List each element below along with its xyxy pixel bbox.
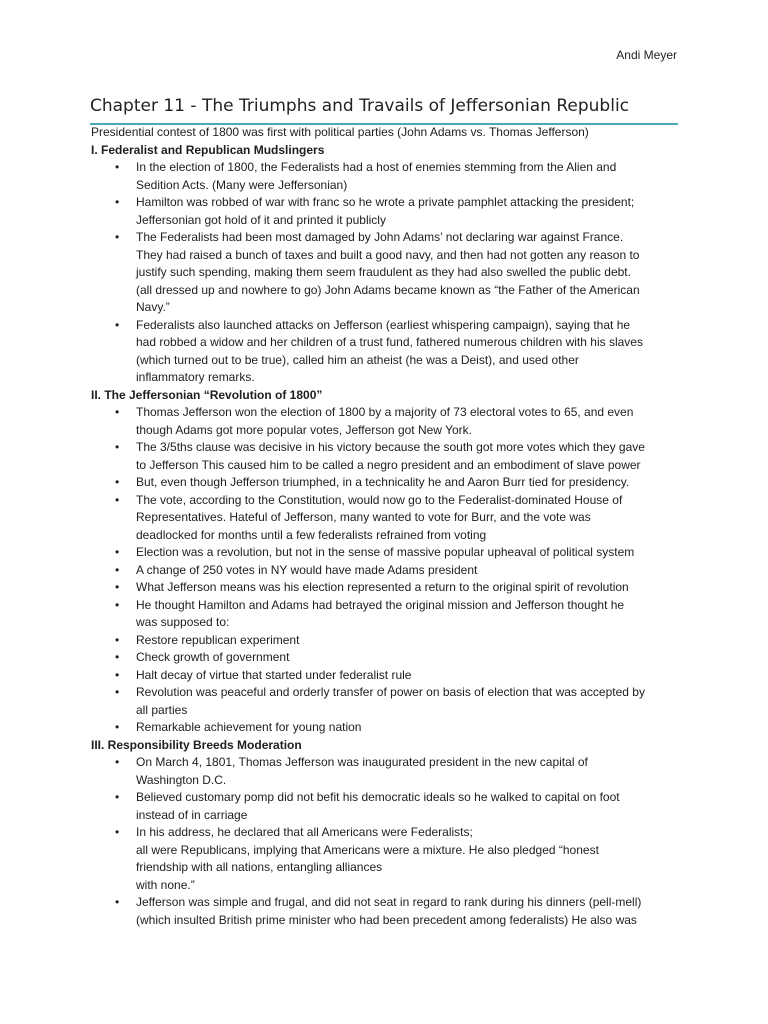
bullet-line: Thomas Jefferson won the election of 1800 by a majority of 73 electoral votes to 65, and even <box>136 405 634 419</box>
bullet-marker <box>115 754 119 772</box>
bullet-line: Believed customary pomp did not befit his democratic ideals so he walked to capital on foot <box>136 790 620 804</box>
bullet-item <box>91 824 691 894</box>
bullet-marker <box>115 562 119 580</box>
bullet-line: justify such spending, making them seem fraudulent as they had also swelled the public debt. <box>136 265 631 279</box>
bullet-line: Hamilton was robbed of war with franc so he wrote a private pamphlet attacking the president; <box>136 195 635 209</box>
bullet-line: In the election of 1800, the Federalists had a host of enemies stemming from the Alien and <box>136 160 617 174</box>
bullet-line: Jeffersonian got hold of it and printed it publicly <box>136 212 386 227</box>
section-heading: I. Federalist and Republican Mudslingers <box>91 142 325 157</box>
bullet-line: He thought Hamilton and Adams had betrayed the original mission and Jefferson thought he <box>136 597 625 612</box>
bullet-marker <box>115 894 119 912</box>
bullet-item <box>91 194 691 229</box>
bullet-marker <box>115 474 119 492</box>
bullet-item <box>91 649 691 667</box>
bullet-marker <box>115 194 119 212</box>
bullet-line: Federalists also launched attacks on Jefferson (earliest whispering campaign), saying that he <box>136 317 631 332</box>
bullet-line: What Jefferson means was his election represented a return to the original spirit of revolution <box>136 580 629 594</box>
bullet-item <box>91 789 691 824</box>
bullet-line: Revolution was peaceful and orderly transfer of power on basis of election that was accepted by <box>136 685 645 699</box>
bullet-marker <box>115 649 119 667</box>
bullet-line: Restore republican experiment <box>136 632 300 647</box>
bullet-line: Election was a revolution, but not in the sense of massive popular upheaval of political system <box>136 545 635 559</box>
bullet-line: all parties <box>136 702 188 717</box>
bullet-line: (all dressed up and nowhere to go) John Adams became known as “the Father of the American <box>136 282 640 297</box>
bullet-marker <box>115 404 119 422</box>
bullet-line: Halt decay of virtue that started under federalist rule <box>136 667 412 682</box>
bullet-item <box>91 684 691 719</box>
bullet-line: In his address, he declared that all Americans were Federalists; <box>136 825 473 839</box>
bullet-line: was supposed to: <box>136 615 230 629</box>
bullet-item <box>91 597 691 632</box>
bullet-marker <box>115 632 119 650</box>
bullet-item <box>91 159 691 194</box>
bullet-item <box>91 894 691 929</box>
bullet-line: (which turned out to be true), called him an atheist (he was a Deist), and used other <box>136 352 579 367</box>
bullet-item <box>91 562 691 580</box>
bullet-marker <box>115 229 119 247</box>
bullet-marker <box>115 544 119 562</box>
bullet-line: Washington D.C. <box>136 772 227 787</box>
bullet-line: The vote, according to the Constitution, would now go to the Federalist-dominated House of <box>136 492 623 507</box>
bullet-marker <box>115 492 119 510</box>
bullet-item <box>91 544 691 562</box>
bullet-line: with none.” <box>136 877 195 892</box>
bullet-item <box>91 474 691 492</box>
bullet-item <box>91 754 691 789</box>
bullet-line: Sedition Acts. (Many were Jeffersonian) <box>136 177 348 192</box>
bullet-line: Jefferson was simple and frugal, and did not seat in regard to rank during his dinners (pell-mell) <box>136 895 642 909</box>
bullet-item <box>91 229 691 317</box>
bullet-line: A change of 250 votes in NY would have made Adams president <box>136 562 478 577</box>
bullet-marker <box>115 159 119 177</box>
bullet-line: Check growth of government <box>136 650 290 664</box>
bullet-item <box>91 667 691 685</box>
bullet-marker <box>115 317 119 335</box>
bullet-line: Navy.” <box>136 300 170 314</box>
bullet-line: The 3/5ths clause was decisive in his victory because the south got more votes which they gave <box>136 440 645 454</box>
bullet-marker <box>115 684 119 702</box>
bullet-line: They had raised a bunch of taxes and built a good navy, and then had not gotten any reason to <box>136 247 640 262</box>
bullet-item <box>91 492 691 545</box>
bullet-marker <box>115 597 119 615</box>
bullet-line: (which insulted British prime minister who had been precedent among federalists) He also was <box>136 912 637 927</box>
chapter-title: Chapter 11 - The Triumphs and Travails of Jeffersonian Republic <box>90 96 630 116</box>
bullet-line: friendship with all nations, entangling alliances <box>136 860 383 874</box>
bullet-line: instead of in carriage <box>136 807 248 822</box>
bullet-line: though Adams got more popular votes, Jefferson got New York. <box>136 422 472 437</box>
bullet-marker <box>115 439 119 457</box>
bullet-item <box>91 719 691 737</box>
bullet-marker <box>115 579 119 597</box>
section-heading: III. Responsibility Breeds Moderation <box>91 737 302 752</box>
bullet-line: to Jefferson This caused him to be called a negro president and an embodiment of slave power <box>136 457 641 472</box>
bullet-line: deadlocked for months until a few federalists refrained from voting <box>136 527 487 542</box>
document-body <box>91 124 691 929</box>
bullet-line: But, even though Jefferson triumphed, in a technicality he and Aaron Burr tied for presidency. <box>136 475 630 489</box>
bullet-marker <box>115 719 119 737</box>
bullet-item <box>91 317 691 387</box>
bullet-item <box>91 404 691 439</box>
author-name: Andi Meyer <box>616 48 677 62</box>
bullet-line: Remarkable achievement for young nation <box>136 720 362 734</box>
bullet-line: inflammatory remarks. <box>136 370 255 384</box>
bullet-line: On March 4, 1801, Thomas Jefferson was inaugurated president in the new capital of <box>136 755 588 769</box>
bullet-item <box>91 439 691 474</box>
bullet-marker <box>115 667 119 685</box>
bullet-line: Representatives. Hateful of Jefferson, many wanted to vote for Burr, and the vote was <box>136 510 591 524</box>
intro-text: Presidential contest of 1800 was first with political parties (John Adams vs. Thomas Jefferson) <box>91 125 589 139</box>
bullet-marker <box>115 824 119 842</box>
section-heading: II. The Jeffersonian “Revolution of 1800” <box>91 387 323 402</box>
bullet-line: all were Republicans, implying that Americans were a mixture. He also pledged “honest <box>136 842 599 857</box>
bullet-item <box>91 579 691 597</box>
bullet-marker <box>115 789 119 807</box>
bullet-line: The Federalists had been most damaged by John Adams’ not declaring war against France. <box>136 230 624 244</box>
bullet-item <box>91 632 691 650</box>
bullet-line: had robbed a widow and her children of a trust fund, fathered numerous children with his slaves <box>136 335 643 349</box>
